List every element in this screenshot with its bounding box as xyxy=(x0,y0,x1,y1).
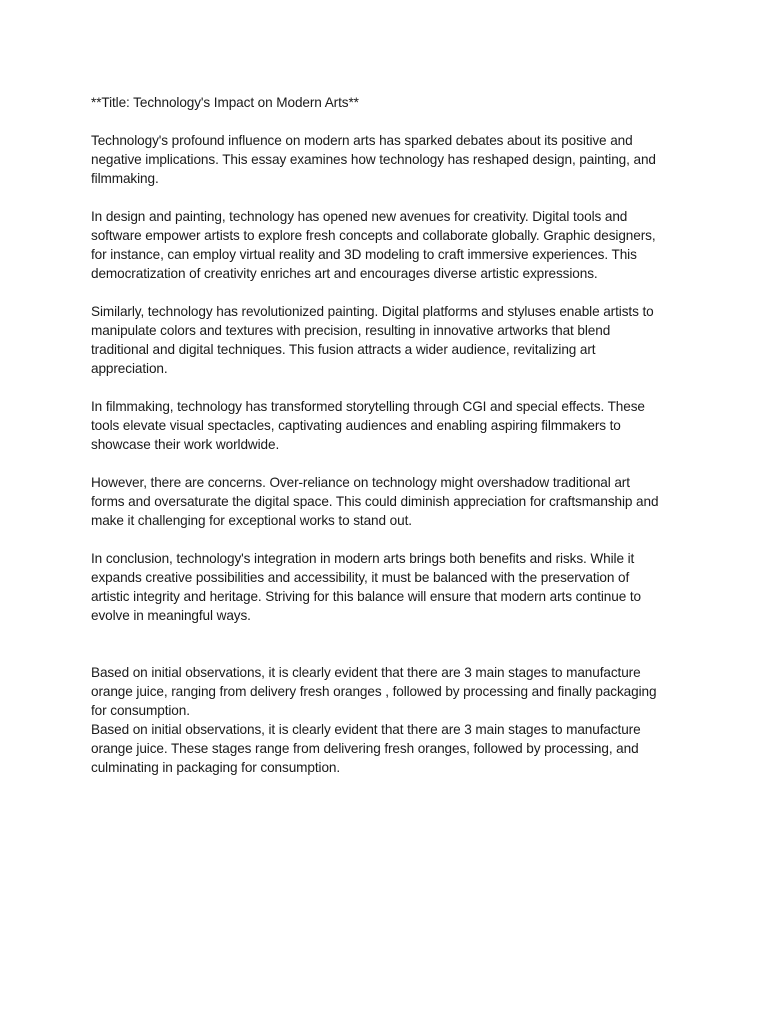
spacer xyxy=(91,378,691,397)
paragraph-design-painting: In design and painting, technology has opened new avenues for creativity. Digital tools and software empower artists to explore fresh concepts and collaborate globally. Graphic designers, for instance, can employ virtual reality and 3D modeling to craft immersive experiences. This democratization of creativity enriches art and encourages diverse artistic expressions. xyxy=(91,209,656,281)
paragraph-intro: Technology's profound influence on modern arts has sparked debates about its positive and negative implications. This essay examines how technology has reshaped design, painting, and filmmaking. xyxy=(91,133,656,186)
spacer xyxy=(91,188,691,207)
spacer xyxy=(91,283,691,302)
observation-revised: Based on initial observations, it is clearly evident that there are 3 main stages to manufacture orange juice. These stages range from delivering fresh oranges, followed by processing, and culminating in packaging for consumption. xyxy=(91,722,641,775)
paragraph-painting: Similarly, technology has revolutionized painting. Digital platforms and styluses enable artists to manipulate colors and textures with precision, resulting in innovative artworks that blend traditional and digital techniques. This fusion attracts a wider audience, revitalizing art appreciation. xyxy=(91,304,654,376)
spacer xyxy=(91,112,691,131)
spacer xyxy=(91,530,691,549)
paragraph-concerns: However, there are concerns. Over-reliance on technology might overshadow traditional art forms and oversaturate the digital space. This could diminish appreciation for craftsmanship and make it challenging for exceptional works to stand out. xyxy=(91,475,659,528)
spacer xyxy=(91,625,691,663)
paragraph-conclusion: In conclusion, technology's integration in modern arts brings both benefits and risks. While it expands creative possibilities and accessibility, it must be balanced with the preservation of artistic integrity and heritage. Striving for this balance will ensure that modern arts continue to evolve in meaningful ways. xyxy=(91,551,641,623)
spacer xyxy=(91,454,691,473)
observation-original: Based on initial observations, it is clearly evident that there are 3 main stages to manufacture orange juice, ranging from delivery fresh oranges , followed by processing and finally packaging for consumption. xyxy=(91,665,657,718)
document-body xyxy=(91,93,691,777)
document-title: **Title: Technology's Impact on Modern Arts** xyxy=(91,95,359,110)
paragraph-filmmaking: In filmmaking, technology has transformed storytelling through CGI and special effects. These tools elevate visual spectacles, captivating audiences and enabling aspiring filmmakers to showcase their work worldwide. xyxy=(91,399,645,452)
